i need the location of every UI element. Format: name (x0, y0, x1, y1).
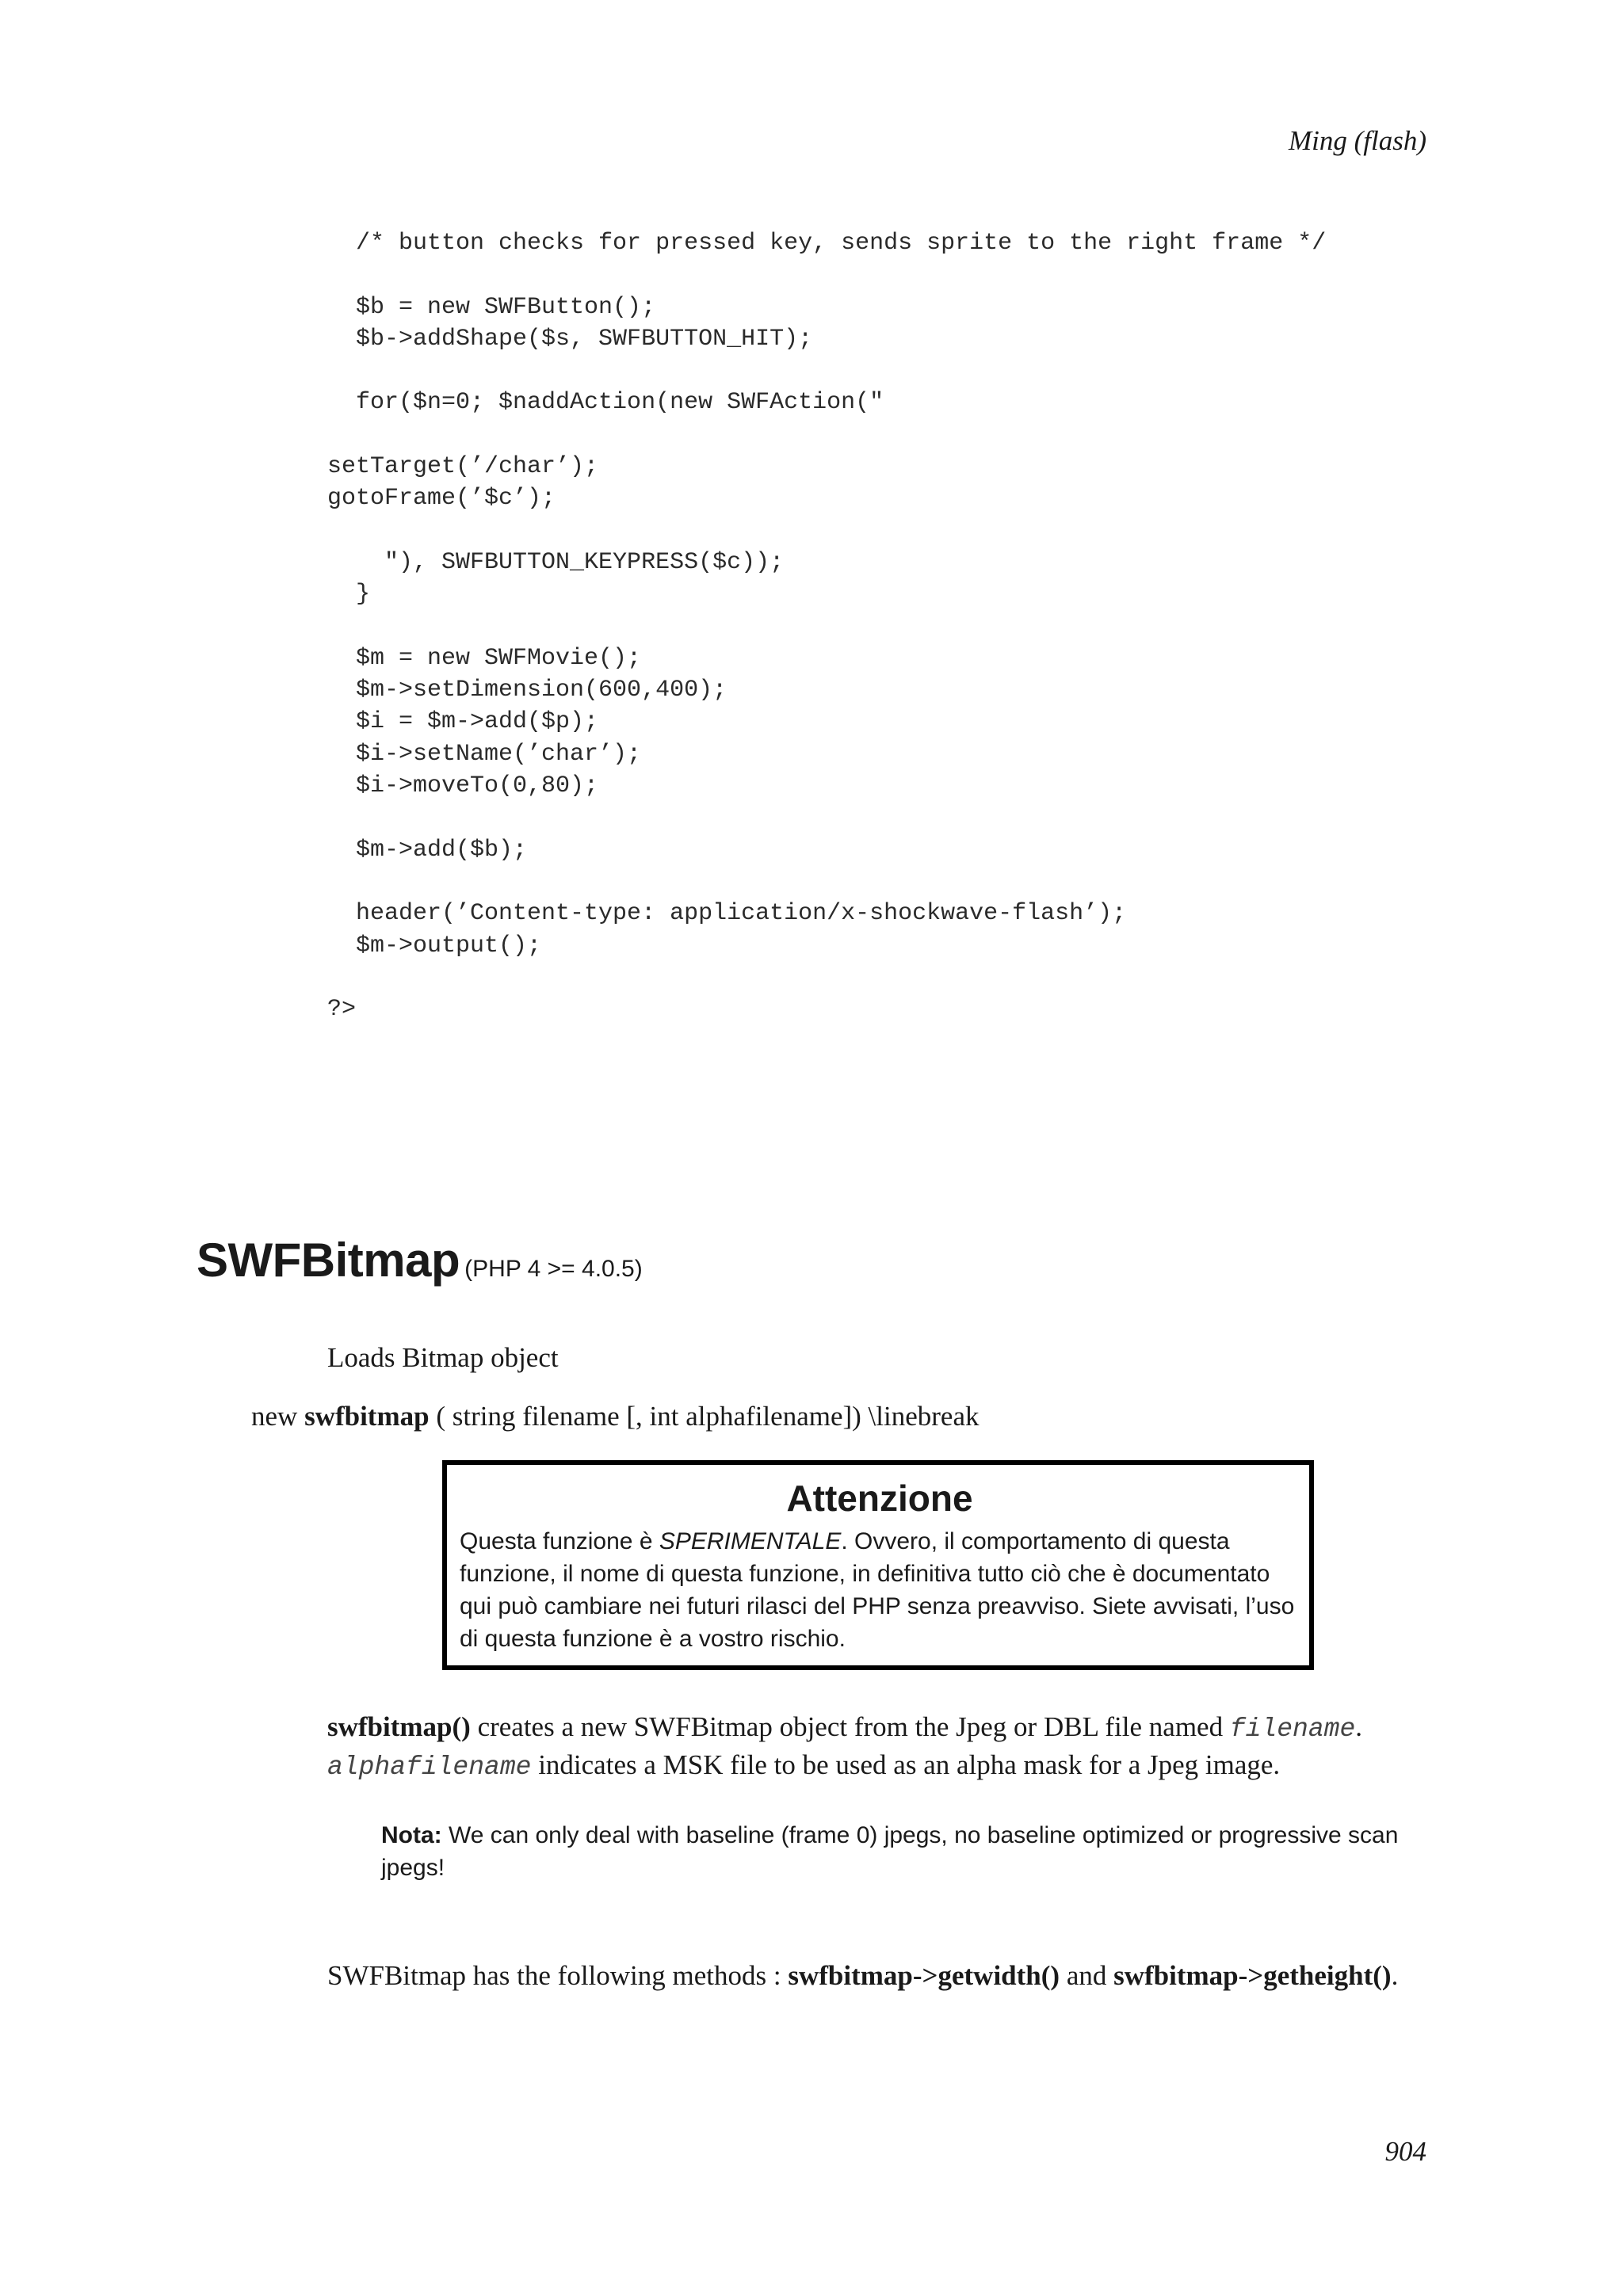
code-line: $b = new SWFButton(); (327, 293, 656, 321)
method-getheight: swfbitmap->getheight() (1113, 1960, 1392, 1991)
page-number: 904 (1384, 2136, 1426, 2167)
code-line: $i->moveTo(0,80); (327, 772, 599, 800)
code-listing (327, 227, 1326, 1025)
description-text: indicates a MSK file to be used as an alpha mask for a Jpeg image. (531, 1749, 1281, 1780)
warning-emphasis: SPERIMENTALE (659, 1528, 842, 1554)
code-line: setTarget(’/char’); (327, 453, 599, 481)
synopsis-args: ( string filename [, int alphafilename]) \linebreak (436, 1401, 980, 1432)
synopsis-prefix: new (251, 1401, 298, 1432)
code-line: gotoFrame(’$c’); (327, 485, 556, 513)
warning-text (460, 1525, 1300, 1655)
code-line: $i->setName(’char’); (327, 740, 642, 768)
note-block (381, 1819, 1443, 1884)
function-purpose: Loads Bitmap object (327, 1342, 559, 1373)
warning-title: Attenzione (786, 1478, 973, 1519)
code-line: } (327, 581, 371, 608)
code-line: /* button checks for pressed key, sends sprite to the right frame */ (327, 230, 1327, 257)
code-line: header(’Content-type: application/x-shockwave-flash’); (327, 900, 1127, 928)
description-text: . (1355, 1711, 1363, 1742)
methods-text: . (1391, 1960, 1399, 1991)
code-line: for($n=0; $naddAction(new SWFAction(" (327, 389, 884, 417)
methods-text: and (1060, 1960, 1114, 1991)
function-synopsis (251, 1401, 979, 1432)
code-line: ?> (327, 996, 357, 1024)
warning-text-part: . Ovvero, il comportamento di questa funzione, il nome di questa funzione, in definitiva tutto ciò che è documentato qui può cambiare nei futuri rilasci del PHP senza preavviso. Siete avvisati, l’uso di questa funzione è a vostro rischio. (460, 1528, 1295, 1652)
code-line: $m->add($b); (327, 836, 528, 864)
running-header: Ming (flash) (1288, 125, 1426, 156)
code-line: $m->output(); (327, 932, 542, 959)
function-name: SWFBitmap (197, 1234, 460, 1287)
code-line: $m = new SWFMovie(); (327, 644, 642, 672)
methods-text: SWFBitmap has the following methods : (327, 1960, 789, 1991)
code-line: "), SWFBUTTON_KEYPRESS($c)); (327, 548, 785, 576)
methods-paragraph (327, 1960, 1398, 1992)
method-getwidth: swfbitmap->getwidth() (788, 1960, 1060, 1991)
description-function: swfbitmap() (327, 1711, 471, 1742)
parameter-filename: filename (1229, 1714, 1356, 1744)
warning-box (442, 1460, 1314, 1670)
warning-text-part: Questa funzione è (460, 1528, 659, 1554)
note-label: Nota: (381, 1822, 442, 1848)
version-info: (PHP 4 >= 4.0.5) (464, 1256, 643, 1282)
description-text: creates a new SWFBitmap object from the Jpeg or DBL file named (470, 1711, 1230, 1742)
synopsis-function-name: swfbitmap (304, 1401, 430, 1432)
code-line: $m->setDimension(600,400); (327, 677, 727, 704)
note-text: We can only deal with baseline (frame 0) jpegs, no baseline optimized or progressive scan jpegs! (381, 1822, 1399, 1881)
description-paragraph (327, 1709, 1397, 1785)
parameter-alphafilename: alphafilename (327, 1753, 532, 1782)
code-line: $b->addShape($s, SWFBUTTON_HIT); (327, 325, 813, 353)
function-heading (197, 1233, 643, 1287)
code-line: $i = $m->add($p); (327, 708, 599, 736)
